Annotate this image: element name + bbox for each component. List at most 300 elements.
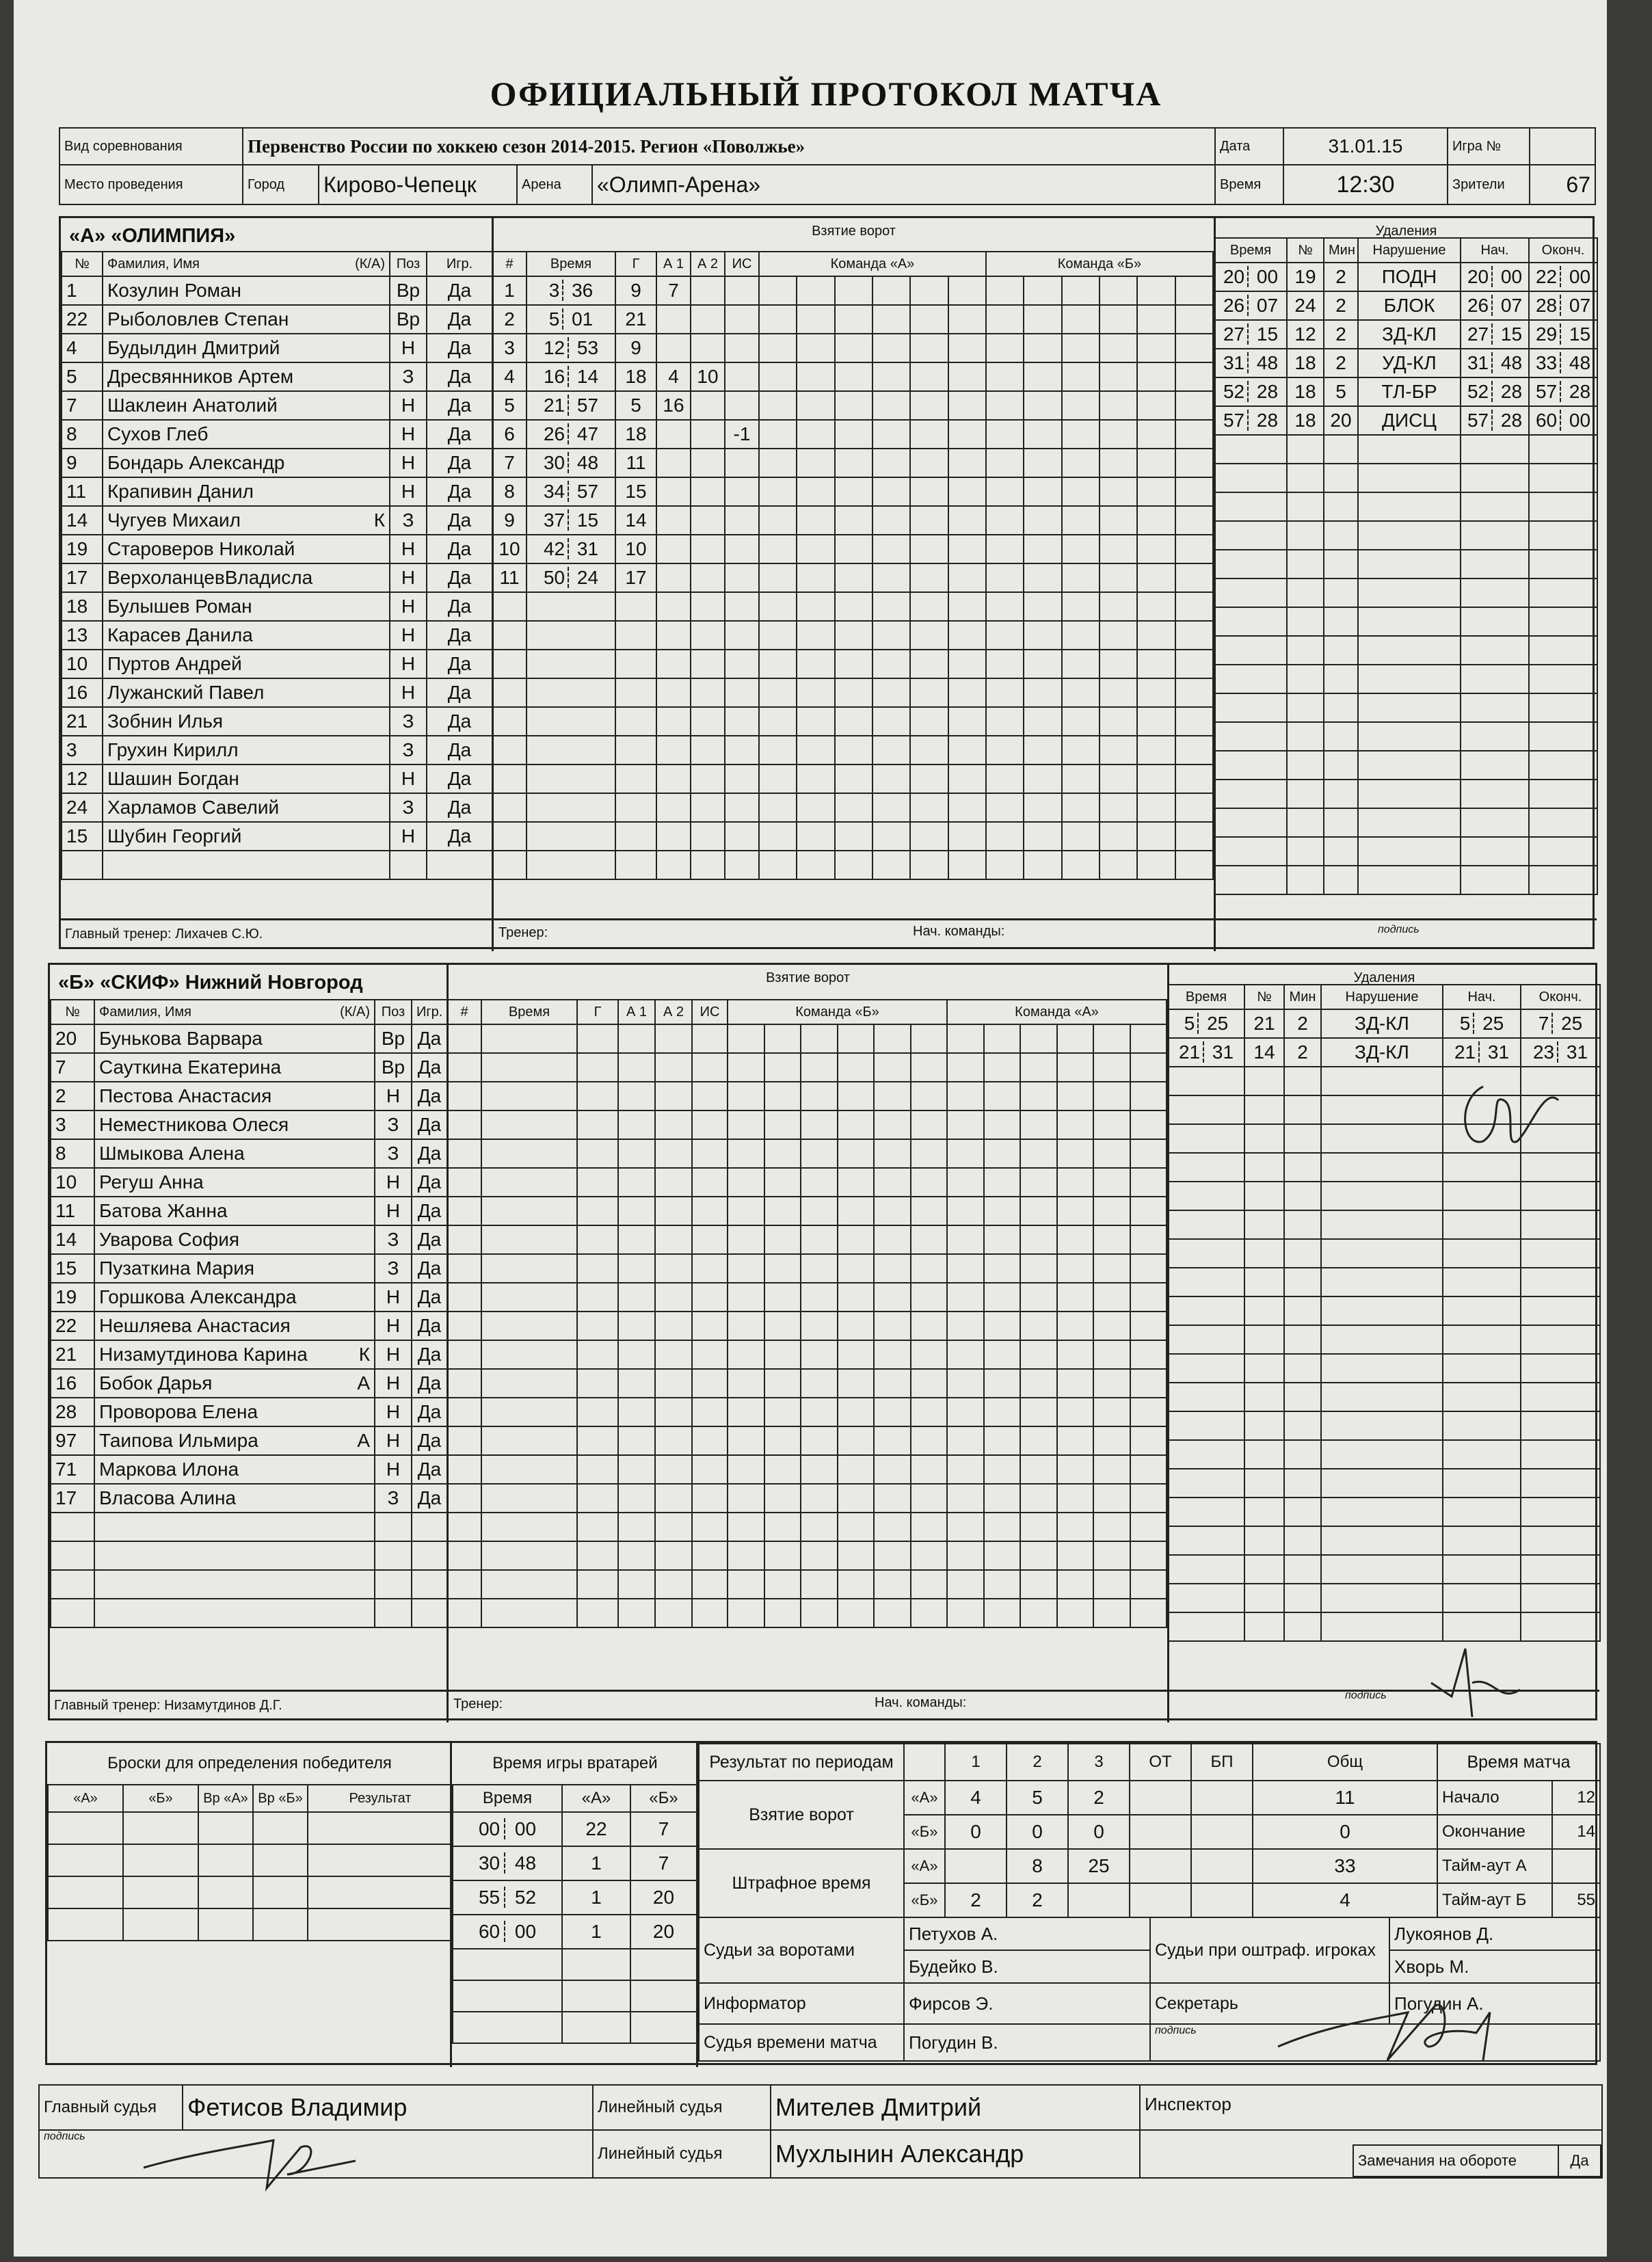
empty-cell xyxy=(759,736,797,764)
empty-cell xyxy=(655,1484,692,1513)
empty-cell xyxy=(308,1908,453,1941)
period-col: 2 xyxy=(1007,1744,1068,1781)
empty-cell xyxy=(447,1398,481,1426)
empty-cell xyxy=(1130,1340,1167,1369)
penalty-row xyxy=(1214,521,1597,550)
empty-cell xyxy=(577,1024,618,1053)
goal-row xyxy=(447,1024,728,1053)
empty-cell xyxy=(759,506,797,535)
empty-cell xyxy=(481,1570,577,1599)
empty-cell xyxy=(947,1053,984,1082)
period-value xyxy=(945,1849,1007,1883)
empty-cell xyxy=(1284,1296,1321,1325)
goal-sec: 57 xyxy=(576,481,599,502)
empty-cell xyxy=(1321,1469,1443,1498)
empty-cell xyxy=(447,1484,481,1513)
player-number xyxy=(51,1513,94,1541)
goal-min: 26 xyxy=(543,423,565,444)
empty-cell xyxy=(801,1369,838,1398)
empty-cell xyxy=(986,736,1024,764)
player-name: Шаклеин Анатолий xyxy=(107,395,278,416)
empty-cell xyxy=(1168,1095,1244,1124)
empty-cell xyxy=(1443,1210,1521,1239)
player-row xyxy=(62,678,492,707)
empty-cell xyxy=(1521,1498,1600,1526)
empty-cell xyxy=(1321,1612,1443,1641)
player-played: Да xyxy=(427,678,492,707)
on-ice-row xyxy=(728,1110,1167,1139)
empty-cell xyxy=(797,305,834,334)
team-b-section xyxy=(48,963,1597,1720)
player-played: Да xyxy=(427,449,492,477)
empty-cell xyxy=(947,1168,984,1197)
spect-label: Зрители xyxy=(1448,165,1530,204)
goal-row xyxy=(447,1225,728,1254)
empty-cell xyxy=(492,822,527,851)
empty-cell xyxy=(759,851,797,879)
penalty-end-sec: 00 xyxy=(1569,410,1591,431)
empty-cell xyxy=(911,1340,948,1369)
empty-cell xyxy=(447,1110,481,1139)
empty-cell xyxy=(692,1541,728,1570)
player-number: 14 xyxy=(62,506,103,535)
goal-assist-1: 7 xyxy=(656,276,691,305)
team-a-section xyxy=(59,216,1595,949)
empty-cell xyxy=(1287,550,1324,578)
empty-cell xyxy=(1321,1153,1443,1182)
empty-cell xyxy=(577,1254,618,1283)
empty-cell xyxy=(1057,1110,1094,1139)
empty-cell xyxy=(1062,592,1100,621)
empty-cell xyxy=(618,1168,655,1197)
player-played: Да xyxy=(427,506,492,535)
empty-cell xyxy=(1057,1599,1094,1627)
empty-cell xyxy=(527,764,615,793)
empty-cell xyxy=(801,1513,838,1541)
empty-cell xyxy=(1024,362,1061,391)
empty-cell xyxy=(1024,621,1061,650)
empty-cell xyxy=(948,650,986,678)
empty-cell xyxy=(1321,1383,1443,1411)
player-number xyxy=(51,1599,94,1627)
goal-row xyxy=(492,592,759,621)
referee-sign-label: подпись xyxy=(39,2130,593,2178)
empty-cell xyxy=(797,334,834,362)
empty-cell xyxy=(874,1312,911,1340)
empty-cell xyxy=(1461,636,1529,665)
empty-cell xyxy=(910,276,948,305)
empty-cell xyxy=(1168,1411,1244,1440)
goal-row xyxy=(492,650,759,678)
goal-min: 5 xyxy=(548,308,560,330)
goal-situation xyxy=(725,535,759,563)
goal-sec: 57 xyxy=(576,395,599,416)
empty-cell xyxy=(1020,1484,1057,1513)
empty-cell xyxy=(1529,693,1597,722)
player-number: 2 xyxy=(51,1082,94,1110)
col-g: Г xyxy=(615,252,656,276)
player-number: 24 xyxy=(62,793,103,822)
goalie-row xyxy=(453,1980,697,2012)
empty-cell xyxy=(838,1168,875,1197)
timeout-a-label: Тайм-аут А xyxy=(1437,1849,1552,1883)
empty-cell xyxy=(1461,492,1529,521)
on-ice-row xyxy=(759,535,1213,563)
empty-cell xyxy=(1358,464,1461,492)
empty-cell xyxy=(1062,650,1100,678)
player-played: Да xyxy=(427,276,492,305)
player-played: Да xyxy=(412,1168,447,1197)
penalty-time xyxy=(1168,1038,1244,1067)
goalie-time xyxy=(453,1915,562,1949)
empty-cell xyxy=(1093,1197,1130,1225)
col-team-b-b: Команда «Б» xyxy=(728,1000,947,1024)
empty-cell xyxy=(1100,420,1137,449)
penalty-row xyxy=(1214,665,1597,693)
player-number: 17 xyxy=(51,1484,94,1513)
goalie-time xyxy=(453,1880,562,1915)
empty-cell xyxy=(655,1024,692,1053)
empty-cell xyxy=(1461,665,1529,693)
empty-cell xyxy=(447,1082,481,1110)
empty-cell xyxy=(492,621,527,650)
empty-cell xyxy=(1100,764,1137,793)
empty-cell xyxy=(1130,1369,1167,1398)
empty-cell xyxy=(874,1426,911,1455)
penalty-row xyxy=(1168,1210,1600,1239)
empty-cell xyxy=(911,1082,948,1110)
empty-cell xyxy=(764,1283,801,1312)
player-row xyxy=(62,334,492,362)
penalty-minutes: 2 xyxy=(1324,291,1358,320)
player-name-cell xyxy=(94,1369,375,1398)
player-position: Вр xyxy=(390,305,427,334)
empty-cell xyxy=(1100,851,1137,879)
empty-cell xyxy=(801,1426,838,1455)
on-ice-row xyxy=(728,1340,1167,1369)
empty-cell xyxy=(615,707,656,736)
empty-cell xyxy=(984,1312,1021,1340)
empty-cell xyxy=(947,1139,984,1168)
player-played: Да xyxy=(427,477,492,506)
empty-cell xyxy=(948,276,986,305)
empty-cell xyxy=(656,707,691,736)
player-name-cell xyxy=(94,1426,375,1455)
empty-cell xyxy=(577,1369,618,1398)
goal-situation xyxy=(725,334,759,362)
goal-row xyxy=(492,305,759,334)
player-position: Н xyxy=(390,678,427,707)
empty-cell xyxy=(1461,607,1529,636)
empty-cell xyxy=(1130,1225,1167,1254)
period-team: «Б» xyxy=(904,1883,945,1917)
goal-situation xyxy=(725,449,759,477)
penalty-end-min: 23 xyxy=(1532,1041,1555,1063)
empty-cell xyxy=(615,592,656,621)
goal-row xyxy=(492,535,759,563)
on-ice-row xyxy=(728,1312,1167,1340)
player-row xyxy=(51,1398,447,1426)
empty-cell xyxy=(1324,550,1358,578)
goal-row xyxy=(447,1340,728,1369)
empty-cell xyxy=(655,1513,692,1541)
player-played: Да xyxy=(412,1312,447,1340)
empty-cell xyxy=(948,707,986,736)
penalty-minutes: 2 xyxy=(1324,320,1358,349)
empty-cell xyxy=(797,506,834,535)
empty-cell xyxy=(911,1398,948,1426)
goal-assist-2 xyxy=(691,563,725,592)
empty-cell xyxy=(911,1513,948,1541)
empty-cell xyxy=(874,1197,911,1225)
goal-assist-2 xyxy=(691,506,725,535)
empty-cell xyxy=(835,736,872,764)
empty-cell xyxy=(838,1426,875,1455)
empty-cell xyxy=(948,477,986,506)
period-value: 33 xyxy=(1253,1849,1437,1883)
empty-cell xyxy=(630,1980,697,2012)
empty-cell xyxy=(618,1110,655,1139)
empty-cell xyxy=(1130,1053,1167,1082)
player-row xyxy=(51,1455,447,1484)
goal-number: 3 xyxy=(492,334,527,362)
empty-cell xyxy=(1137,362,1175,391)
empty-cell xyxy=(618,1197,655,1225)
empty-cell xyxy=(1521,1268,1600,1296)
player-number: 3 xyxy=(51,1110,94,1139)
empty-cell xyxy=(728,1340,764,1369)
goal-time xyxy=(527,305,615,334)
empty-cell xyxy=(797,650,834,678)
empty-cell xyxy=(1521,1124,1600,1153)
empty-cell xyxy=(1244,1095,1284,1124)
empty-cell xyxy=(481,1024,577,1053)
player-name-cell xyxy=(103,563,390,592)
player-row xyxy=(51,1484,447,1513)
penalty-row xyxy=(1168,1124,1600,1153)
empty-cell xyxy=(1443,1067,1521,1095)
empty-cell xyxy=(797,678,834,707)
empty-cell xyxy=(764,1541,801,1570)
empty-cell xyxy=(1214,693,1287,722)
player-number: 15 xyxy=(62,822,103,851)
penalty-time-sec: 28 xyxy=(1256,381,1279,402)
empty-cell xyxy=(1057,1168,1094,1197)
empty-cell xyxy=(801,1283,838,1312)
player-name-cell xyxy=(103,592,390,621)
empty-cell xyxy=(198,1844,253,1876)
player-row xyxy=(62,563,492,592)
col-p-time: Время xyxy=(1214,238,1287,263)
player-name: Нешляева Анастасия xyxy=(99,1315,291,1336)
empty-cell xyxy=(1461,866,1529,894)
empty-cell xyxy=(1287,435,1324,464)
team-b-coach-label: Тренер: xyxy=(453,1696,503,1712)
empty-cell xyxy=(797,822,834,851)
penalty-end xyxy=(1529,349,1597,377)
penalty-start-min: 27 xyxy=(1467,323,1489,345)
player-name: Староверов Николай xyxy=(107,538,295,559)
empty-cell xyxy=(1024,506,1061,535)
on-ice-row xyxy=(759,707,1213,736)
period-value xyxy=(1130,1849,1191,1883)
empty-cell xyxy=(1521,1325,1600,1354)
empty-cell xyxy=(1358,607,1461,636)
empty-cell xyxy=(728,1599,764,1627)
player-name: Сухов Глеб xyxy=(107,423,209,444)
empty-cell xyxy=(447,1168,481,1197)
empty-cell xyxy=(453,2012,562,2043)
empty-cell xyxy=(835,362,872,391)
empty-cell xyxy=(838,1570,875,1599)
penalty-start-sec: 48 xyxy=(1500,352,1523,373)
empty-cell xyxy=(910,391,948,420)
empty-cell xyxy=(1461,550,1529,578)
penalty-row xyxy=(1214,808,1597,837)
goal-scorer: 18 xyxy=(615,420,656,449)
empty-cell xyxy=(801,1082,838,1110)
empty-cell xyxy=(1461,837,1529,866)
player-name: Бондарь Александр xyxy=(107,452,285,473)
player-number: 20 xyxy=(51,1024,94,1053)
player-row xyxy=(62,707,492,736)
empty-cell xyxy=(447,1541,481,1570)
empty-cell xyxy=(1175,592,1213,621)
penalty-row xyxy=(1168,1440,1600,1469)
empty-cell xyxy=(1324,693,1358,722)
goal-number: 7 xyxy=(492,449,527,477)
period-col: Общ xyxy=(1253,1744,1437,1781)
empty-cell xyxy=(1461,578,1529,607)
penalty-end-sec: 07 xyxy=(1569,295,1591,316)
goal-scorer: 14 xyxy=(615,506,656,535)
penalty-start-sec: 28 xyxy=(1500,410,1523,431)
player-name: Рыболовлев Степан xyxy=(107,308,289,330)
empty-cell xyxy=(1020,1024,1057,1053)
empty-cell xyxy=(1214,722,1287,751)
player-position: З xyxy=(375,1484,412,1513)
player-row xyxy=(51,1283,447,1312)
timeout-a-value xyxy=(1552,1849,1600,1883)
empty-cell xyxy=(986,851,1024,879)
empty-cell xyxy=(1214,808,1287,837)
empty-cell xyxy=(872,305,910,334)
player-name-cell xyxy=(94,1340,375,1369)
col-ka-b: (К/А) xyxy=(340,1004,370,1020)
goal-sec: 53 xyxy=(576,337,599,358)
player-played: Да xyxy=(427,592,492,621)
empty-cell xyxy=(492,793,527,822)
penalty-minutes: 2 xyxy=(1324,349,1358,377)
player-position: Н xyxy=(375,1197,412,1225)
goal-sec: 31 xyxy=(576,538,599,559)
empty-cell xyxy=(764,1513,801,1541)
empty-cell xyxy=(874,1541,911,1570)
col-name-b: Фамилия, Имя xyxy=(99,1004,191,1020)
empty-cell xyxy=(1020,1541,1057,1570)
col-p-start: Нач. xyxy=(1461,238,1529,263)
empty-cell xyxy=(527,822,615,851)
empty-cell xyxy=(911,1225,948,1254)
player-name: Маркова Илона xyxy=(99,1459,239,1480)
empty-cell xyxy=(1062,362,1100,391)
col-p-inf-b: Нарушение xyxy=(1321,985,1443,1009)
empty-cell xyxy=(655,1254,692,1283)
empty-cell xyxy=(986,678,1024,707)
empty-cell xyxy=(728,1312,764,1340)
remarks-value: Да xyxy=(1558,2145,1601,2177)
player-row xyxy=(51,1340,447,1369)
empty-cell xyxy=(728,1426,764,1455)
empty-cell xyxy=(1057,1197,1094,1225)
empty-cell xyxy=(492,851,527,879)
player-name: Пуртов Андрей xyxy=(107,653,242,674)
empty-cell xyxy=(1130,1197,1167,1225)
col-is-b: ИС xyxy=(692,1000,728,1024)
empty-cell xyxy=(984,1455,1021,1484)
empty-cell xyxy=(1244,1612,1284,1641)
empty-cell xyxy=(1324,521,1358,550)
player-position: Н xyxy=(390,563,427,592)
empty-cell xyxy=(1168,1612,1244,1641)
period-value: 0 xyxy=(945,1815,1007,1849)
player-row xyxy=(62,822,492,851)
empty-cell xyxy=(562,1980,630,2012)
empty-cell xyxy=(1093,1139,1130,1168)
empty-cell xyxy=(655,1197,692,1225)
on-ice-row xyxy=(759,362,1213,391)
player-name: Батова Жанна xyxy=(99,1200,228,1221)
goalie-sec: 52 xyxy=(514,1887,537,1908)
player-position: Н xyxy=(375,1082,412,1110)
penalty-start xyxy=(1461,263,1529,291)
empty-cell xyxy=(725,764,759,793)
empty-cell xyxy=(1100,362,1137,391)
goalie-a: 1 xyxy=(562,1880,630,1915)
goalie-row xyxy=(453,1846,697,1880)
empty-cell xyxy=(838,1484,875,1513)
inspector-label: Инспектор xyxy=(1140,2085,1602,2130)
player-position: З xyxy=(390,793,427,822)
empty-cell xyxy=(1443,1268,1521,1296)
empty-cell xyxy=(1057,1340,1094,1369)
empty-cell xyxy=(1284,1555,1321,1584)
date-label: Дата xyxy=(1215,128,1283,165)
penalty-player: 24 xyxy=(1287,291,1324,320)
empty-cell xyxy=(618,1599,655,1627)
empty-cell xyxy=(1175,362,1213,391)
player-number: 28 xyxy=(51,1398,94,1426)
penalty-row xyxy=(1214,578,1597,607)
empty-cell xyxy=(947,1484,984,1513)
on-ice-row xyxy=(728,1168,1167,1197)
penalty-start-sec: 25 xyxy=(1482,1013,1504,1034)
empty-cell xyxy=(725,650,759,678)
empty-cell xyxy=(728,1513,764,1541)
penalty-player: 18 xyxy=(1287,377,1324,406)
period-value xyxy=(1191,1781,1253,1815)
empty-cell xyxy=(725,621,759,650)
empty-cell xyxy=(947,1312,984,1340)
empty-cell xyxy=(615,764,656,793)
empty-cell xyxy=(1324,607,1358,636)
empty-cell xyxy=(1020,1254,1057,1283)
empty-cell xyxy=(986,506,1024,535)
empty-cell xyxy=(759,305,797,334)
team-a-title: «А» «ОЛИМПИЯ» xyxy=(69,225,236,247)
player-number: 17 xyxy=(62,563,103,592)
col-pos-b: Поз xyxy=(375,1000,412,1024)
